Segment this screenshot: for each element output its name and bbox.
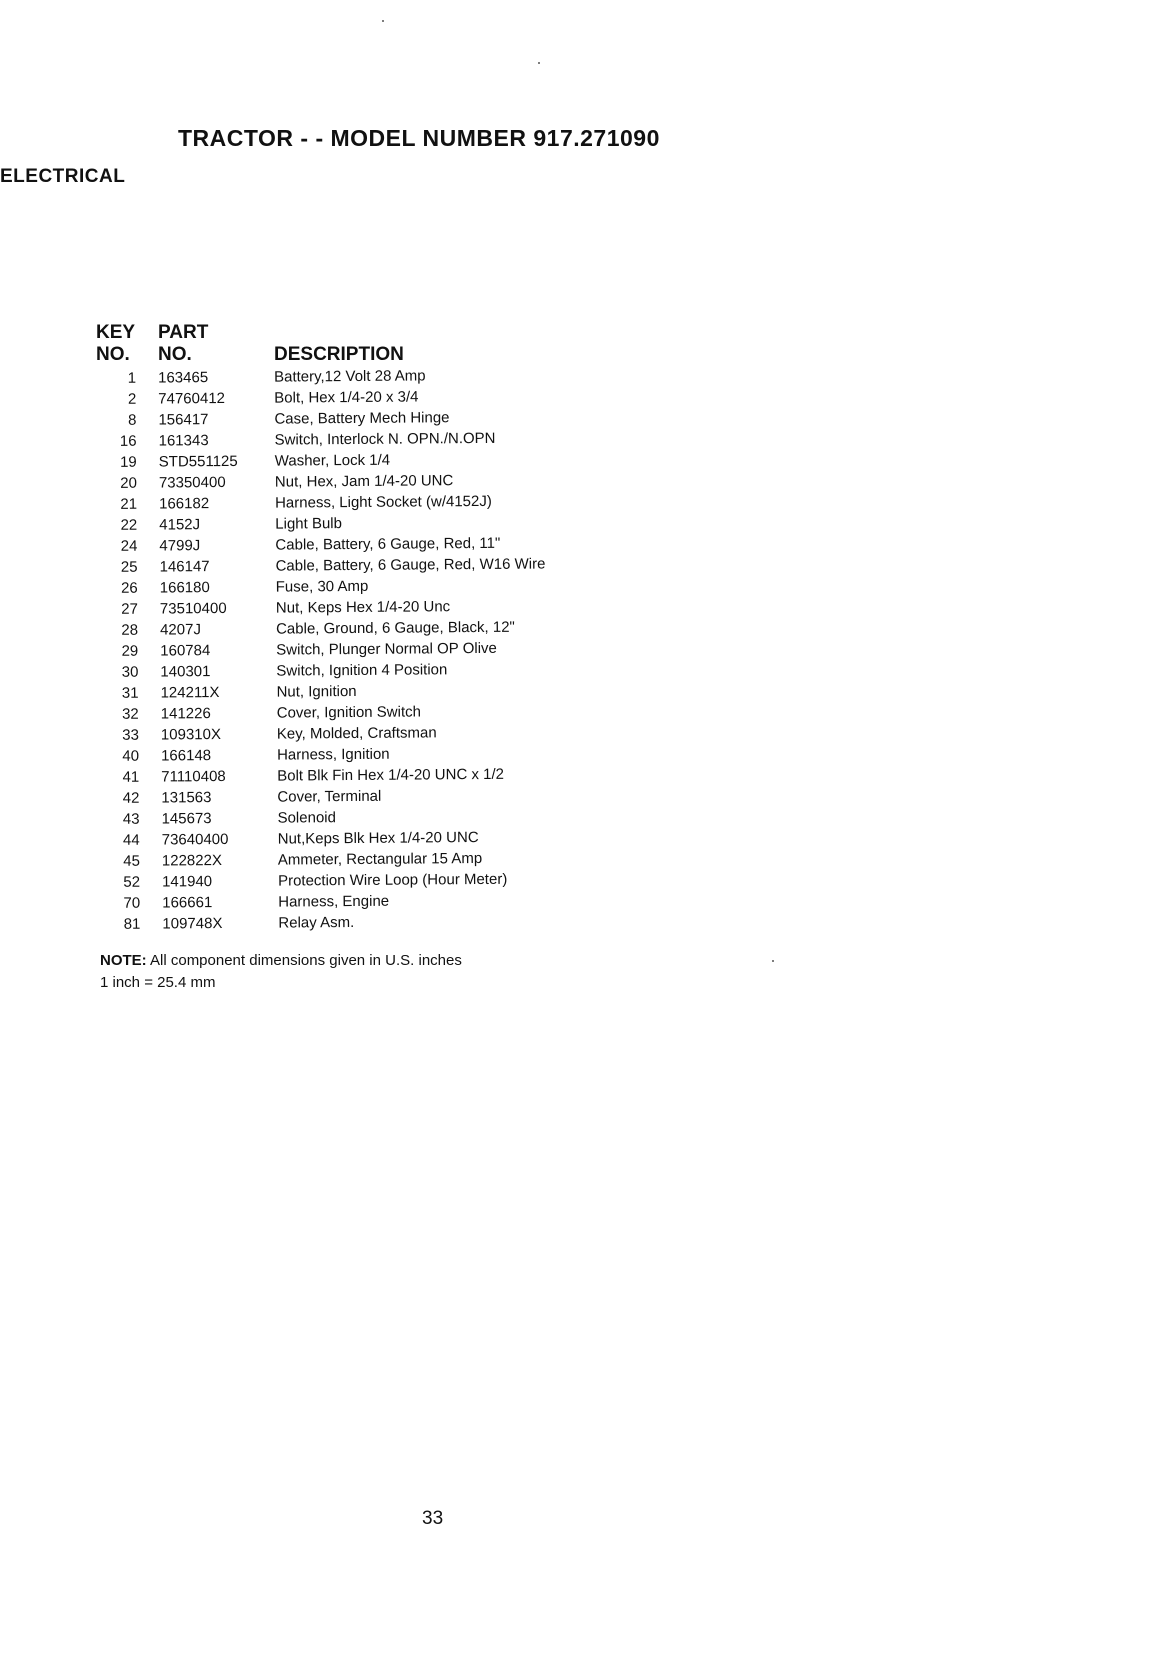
part-no-cell: 141226 bbox=[160, 705, 211, 723]
part-no-cell: 166148 bbox=[160, 747, 212, 765]
description-cell: Bolt, Hex 1/4-20 x 3/4 bbox=[274, 388, 419, 407]
description-cell: Nut, Hex, Jam 1/4-20 UNC bbox=[274, 472, 454, 491]
description-cell: Washer, Lock 1/4 bbox=[274, 451, 391, 470]
key-no-cell: 52 bbox=[123, 873, 141, 891]
description-cell: Bolt Blk Fin Hex 1/4-20 UNC x 1/2 bbox=[277, 765, 505, 785]
part-no-cell: 109748X bbox=[162, 915, 223, 933]
description-cell: Solenoid bbox=[277, 809, 336, 827]
note-line bbox=[100, 950, 462, 972]
key-no-cell: 29 bbox=[121, 642, 139, 660]
key-no-cell: 8 bbox=[128, 411, 137, 429]
description-cell: Harness, Light Socket (w/4152J) bbox=[274, 492, 492, 512]
key-no-cell: 25 bbox=[120, 558, 138, 576]
part-no-cell: 74760412 bbox=[158, 389, 226, 408]
part-no-cell: 131563 bbox=[161, 789, 212, 807]
part-no-cell: 141940 bbox=[161, 873, 213, 891]
scan-speck bbox=[772, 960, 774, 962]
key-no-cell: 28 bbox=[121, 621, 139, 639]
parts-list-header bbox=[96, 322, 656, 368]
description-cell: Key, Molded, Craftsman bbox=[276, 724, 437, 743]
part-no-cell: 156417 bbox=[158, 411, 209, 429]
description-cell: Nut, Keps Hex 1/4-20 Unc bbox=[275, 598, 451, 617]
description-cell: Protection Wire Loop (Hour Meter) bbox=[277, 870, 508, 890]
part-no-cell: 73350400 bbox=[158, 473, 226, 492]
part-no-header-line1: PART bbox=[158, 322, 209, 343]
key-no-cell: 26 bbox=[120, 579, 138, 597]
part-no-cell: 73640400 bbox=[161, 830, 229, 849]
key-no-cell: 2 bbox=[127, 390, 137, 408]
key-no-cell: 45 bbox=[123, 852, 140, 870]
note-label: NOTE: bbox=[100, 952, 147, 969]
part-no-cell: STD551125 bbox=[158, 452, 238, 471]
part-no-cell: 4207J bbox=[159, 621, 202, 639]
description-cell: Ammeter, Rectangular 15 Amp bbox=[277, 849, 483, 869]
description-cell: Harness, Ignition bbox=[276, 745, 390, 764]
part-no-cell: 140301 bbox=[160, 663, 211, 681]
part-no-cell: 146147 bbox=[159, 558, 210, 576]
description-cell: Switch, Plunger Normal OP Olive bbox=[276, 639, 497, 659]
description-cell: Cable, Ground, 6 Gauge, Black, 12" bbox=[275, 618, 515, 638]
part-no-cell: 160784 bbox=[160, 642, 211, 660]
parts-rows bbox=[96, 364, 660, 935]
key-no-header-line1: KEY bbox=[96, 322, 136, 343]
key-no-cell: 21 bbox=[120, 495, 138, 513]
key-no-cell: 32 bbox=[121, 705, 139, 723]
key-no-cell: 20 bbox=[120, 474, 137, 492]
key-no-cell: 33 bbox=[122, 726, 139, 744]
description-cell: Battery,12 Volt 28 Amp bbox=[274, 367, 426, 386]
part-no-cell: 166661 bbox=[162, 894, 213, 912]
note-conversion: 1 inch = 25.4 mm bbox=[100, 974, 216, 991]
part-no-cell: 4152J bbox=[159, 516, 201, 534]
key-no-cell: 70 bbox=[123, 894, 141, 912]
part-no-header-line2: NO. bbox=[158, 344, 192, 365]
key-no-cell: 40 bbox=[122, 747, 140, 765]
part-no-cell: 145673 bbox=[161, 810, 212, 828]
page-title: TRACTOR - - MODEL NUMBER 917.271090 bbox=[178, 125, 660, 151]
description-cell: Nut, Ignition bbox=[276, 682, 357, 701]
key-no-cell: 24 bbox=[120, 537, 138, 555]
scan-speck bbox=[538, 62, 540, 64]
part-no-cell: 109310X bbox=[160, 726, 222, 744]
part-no-cell: 161343 bbox=[158, 432, 209, 450]
description-cell: Case, Battery Mech Hinge bbox=[274, 409, 450, 428]
key-no-header-line2: NO. bbox=[96, 344, 130, 365]
part-no-cell: 122822X bbox=[161, 852, 223, 870]
key-no-cell: 30 bbox=[121, 663, 139, 681]
key-no-cell: 27 bbox=[121, 600, 138, 618]
description-cell: Relay Asm. bbox=[278, 913, 355, 932]
dimension-note bbox=[100, 950, 462, 994]
description-cell: Fuse, 30 Amp bbox=[275, 577, 369, 596]
description-cell: Cover, Ignition Switch bbox=[276, 703, 422, 722]
parts-list bbox=[96, 322, 656, 935]
key-no-cell: 16 bbox=[119, 432, 137, 450]
description-cell: Harness, Engine bbox=[278, 892, 390, 911]
part-no-cell: 124211X bbox=[160, 684, 220, 702]
scan-speck bbox=[382, 20, 384, 22]
description-cell: Light Bulb bbox=[275, 515, 343, 533]
key-no-cell: 44 bbox=[122, 831, 140, 849]
key-no-cell: 22 bbox=[120, 516, 138, 534]
description-cell: Cable, Battery, 6 Gauge, Red, 11" bbox=[275, 534, 501, 554]
part-no-cell: 166180 bbox=[159, 579, 210, 597]
part-no-cell: 73510400 bbox=[159, 599, 227, 618]
key-no-cell: 31 bbox=[121, 684, 139, 702]
section-heading: ELECTRICAL bbox=[0, 166, 126, 187]
part-no-cell: 4799J bbox=[159, 537, 201, 555]
note-text: All component dimensions given in U.S. inches bbox=[146, 952, 462, 969]
key-no-cell: 42 bbox=[122, 789, 140, 807]
table-row bbox=[100, 910, 660, 935]
key-no-cell: 1 bbox=[127, 369, 137, 387]
description-cell: Switch, Interlock N. OPN./N.OPN bbox=[274, 429, 496, 449]
description-cell: Cover, Terminal bbox=[277, 787, 382, 806]
description-cell: Nut,Keps Blk Hex 1/4-20 UNC bbox=[277, 829, 479, 848]
description-cell: Switch, Ignition 4 Position bbox=[276, 661, 448, 680]
part-no-cell: 71110408 bbox=[161, 767, 226, 786]
part-no-cell: 166182 bbox=[159, 495, 210, 513]
key-no-cell: 81 bbox=[123, 915, 141, 933]
page-number: 33 bbox=[422, 1508, 444, 1529]
description-cell: Cable, Battery, 6 Gauge, Red, W16 Wire bbox=[275, 555, 546, 575]
part-no-cell: 163465 bbox=[158, 369, 209, 387]
key-no-cell: 43 bbox=[122, 810, 140, 828]
key-no-cell: 41 bbox=[122, 768, 140, 786]
key-no-cell: 19 bbox=[119, 453, 137, 471]
description-header: DESCRIPTION bbox=[274, 344, 404, 365]
